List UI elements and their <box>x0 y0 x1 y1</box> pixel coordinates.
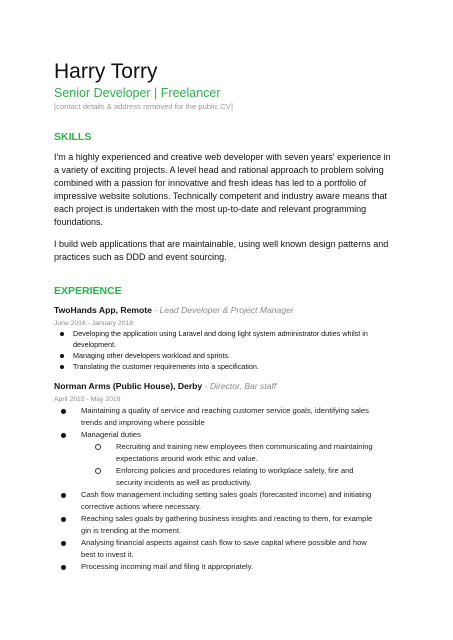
paragraph-line: practices such as DDD and event sourcing. <box>54 252 227 262</box>
bullet-line: Managing other developers workload and sprints. <box>73 351 231 360</box>
list-item <box>54 489 414 513</box>
paragraph-line: each project is undertaken with the most up-to-date and relevant programming <box>54 204 367 214</box>
paragraph-line: a variety of exciting projects. A level head and rational approach to problem solving <box>54 165 384 175</box>
bullet-line: trends and improving where possible <box>81 418 205 427</box>
job-dates: April 2015 - May 2018 <box>54 396 121 403</box>
bullet-dot-icon <box>61 541 66 546</box>
bullet-dot-icon <box>61 565 66 570</box>
bullet-dot-icon <box>61 517 66 522</box>
list-item <box>54 429 414 489</box>
list-item <box>54 513 414 537</box>
paragraph-line: foundations. <box>54 217 104 227</box>
list-item <box>93 441 414 465</box>
bullet-line: Cash flow management including setting sales goals (forecasted income) and initiating <box>81 490 372 499</box>
job-role: - Lead Developer & Project Manager <box>151 305 294 315</box>
list-item <box>54 537 414 561</box>
bullet-line: development. <box>73 340 117 349</box>
bullet-line: Maintaining a quality of service and reaching customer service goals, identifying sales <box>81 406 369 415</box>
contact-note: [contact details & address removed for the public CV] <box>54 102 233 111</box>
job-title-norman-arms <box>54 381 276 391</box>
job-role: - Director, Bar staff <box>202 381 277 391</box>
skills-heading: SKILLS <box>54 131 92 143</box>
hollow-bullet-icon <box>95 468 101 474</box>
list-item <box>93 465 414 489</box>
bullet-dot-icon <box>61 409 66 414</box>
list-item <box>54 405 414 429</box>
job-bullet-list <box>54 405 414 573</box>
bullet-line: Developing the application using Laravel and doing light system administrator duties whilst in <box>73 329 368 338</box>
bullet-dot-icon <box>60 332 64 336</box>
skills-paragraph-1 <box>54 151 406 229</box>
bullet-line: Enforcing policies and procedures relating to workplace safety, fire and <box>116 466 354 475</box>
bullet-dot-icon <box>61 433 66 438</box>
bullet-line: corrective actions where necessary. <box>81 502 202 511</box>
job-bullet-list <box>54 328 414 372</box>
skills-paragraph-2 <box>54 238 406 264</box>
bullet-line: Analysing financial aspects against cash flow to save capital where possible and how <box>81 538 367 547</box>
list-item <box>54 361 414 372</box>
bullet-line: Processing incoming mail and filing it appropriately. <box>81 562 254 571</box>
bullet-dot-icon <box>61 493 66 498</box>
sub-bullet-list <box>93 441 414 489</box>
job-org: TwoHands App, Remote <box>54 305 152 315</box>
list-item <box>54 561 414 573</box>
bullet-line: security incidents as well as productivity. <box>116 478 252 487</box>
experience-heading: EXPERIENCE <box>54 285 122 297</box>
bullet-line: Managerial duties <box>81 430 141 439</box>
bullet-dot-icon <box>60 365 64 369</box>
bullet-line: gin is trending at the moment. <box>81 526 182 535</box>
bullet-line: Translating the customer requirements into a specification. <box>73 362 259 371</box>
bullet-line: Recruiting and training new employees then communicating and maintaining <box>116 442 373 451</box>
paragraph-line: I'm a highly experienced and creative web developer with seven years' experience in <box>54 152 391 162</box>
job-title-twohands <box>54 305 294 315</box>
paragraph-line: combined with a passion for innovative and fresh ideas has led to a portfolio of <box>54 178 367 188</box>
list-item <box>54 350 414 361</box>
job-dates: June 2016 - January 2018 <box>54 320 133 327</box>
list-item <box>54 328 414 350</box>
paragraph-line: I build web applications that are maintainable, using well known design patterns and <box>54 239 389 249</box>
bullet-line: best to invest it. <box>81 550 134 559</box>
bullet-line: expectations around work ethic and value. <box>116 454 258 463</box>
hollow-bullet-icon <box>95 444 101 450</box>
bullet-line: Reaching sales goals by gathering business insights and reacting to them, for example <box>81 514 373 523</box>
job-subtitle: Senior Developer | Freelancer <box>54 86 221 100</box>
job-org: Norman Arms (Public House), Derby <box>54 381 203 391</box>
bullet-dot-icon <box>60 354 64 358</box>
paragraph-line: impressive website solutions. Technically competent and industry aware means that <box>54 191 387 201</box>
candidate-name: Harry Torry <box>54 60 158 83</box>
